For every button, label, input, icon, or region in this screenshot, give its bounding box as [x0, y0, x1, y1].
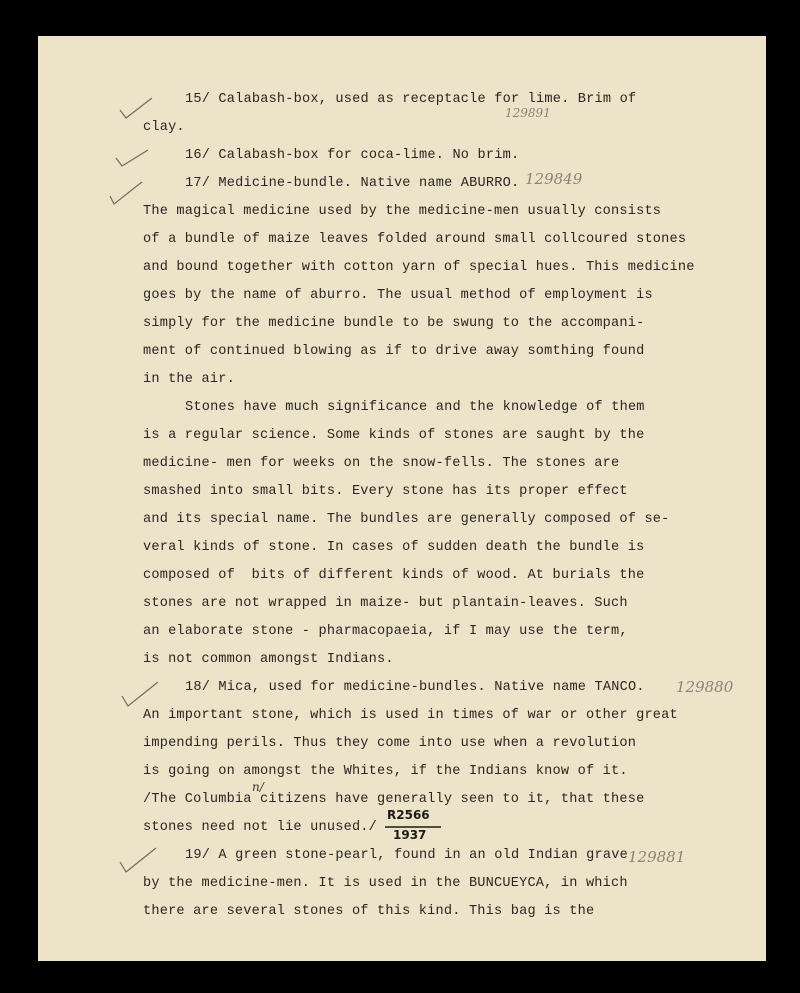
- text-line: and bound together with cotton yarn of special hues. This medicine: [143, 260, 695, 275]
- handwritten-insertion: n/: [252, 780, 264, 794]
- text-line: is not common amongst Indians.: [143, 652, 394, 667]
- text-line: an elaborate stone - pharmacopaeia, if I may use the term,: [143, 624, 628, 639]
- text-line: in the air.: [143, 372, 235, 387]
- checkmark-icon: [118, 96, 154, 120]
- text-line: impending perils. Thus they come into use when a revolution: [143, 736, 637, 751]
- text-line: is going on amongst the Whites, if the Indians know of it.: [143, 764, 628, 779]
- text-line: 16/ Calabash-box for coca-lime. No brim.: [185, 148, 520, 163]
- text-line: simply for the medicine bundle to be swung to the accompani-: [143, 316, 645, 331]
- text-line: stones need not lie unused./: [143, 820, 378, 835]
- text-line: ment of continued blowing as if to drive away somthing found: [143, 344, 645, 359]
- text-line: medicine- men for weeks on the snow-fells. The stones are: [143, 456, 620, 471]
- catalog-number: 129849: [525, 170, 583, 188]
- text-line: there are several stones of this kind. This bag is the: [143, 904, 595, 919]
- text-line: goes by the name of aburro. The usual method of employment is: [143, 288, 653, 303]
- text-line: 19/ A green stone-pearl, found in an old Indian grave: [185, 848, 628, 863]
- text-line: Stones have much significance and the knowledge of them: [185, 400, 645, 415]
- reference-year: 1937: [393, 828, 427, 842]
- catalog-number: 129891: [505, 106, 551, 120]
- text-line: clay.: [143, 120, 185, 135]
- checkmark-icon: [114, 148, 150, 168]
- text-line: An important stone, which is used in times of war or other great: [143, 708, 678, 723]
- text-line: 17/ Medicine-bundle. Native name ABURRO.: [185, 176, 520, 191]
- catalog-number: 129880: [676, 678, 734, 696]
- catalog-number: 129881: [628, 848, 686, 866]
- checkmark-icon: [118, 846, 158, 874]
- text-line: smashed into small bits. Every stone has its proper effect: [143, 484, 628, 499]
- text-line: and its special name. The bundles are generally composed of se-: [143, 512, 670, 527]
- text-line: of a bundle of maize leaves folded around small collcoured stones: [143, 232, 687, 247]
- document-page: [38, 36, 766, 961]
- text-line: stones are not wrapped in maize- but plantain-leaves. Such: [143, 596, 628, 611]
- text-line: composed of bits of different kinds of wood. At burials the: [143, 568, 645, 583]
- text-line: is a regular science. Some kinds of stones are saught by the: [143, 428, 645, 443]
- text-line: /The Columbia citizens have generally seen to it, that these: [143, 792, 645, 807]
- text-line: 15/ Calabash-box, used as receptacle for lime. Brim of: [185, 92, 637, 107]
- text-line: The magical medicine used by the medicine-men usually consists: [143, 204, 662, 219]
- text-line: by the medicine-men. It is used in the BUNCUEYCA, in which: [143, 876, 628, 891]
- checkmark-icon: [108, 178, 144, 206]
- text-line: 18/ Mica, used for medicine-bundles. Native name TANCO.: [185, 680, 645, 695]
- text-line: veral kinds of stone. In cases of sudden death the bundle is: [143, 540, 645, 555]
- checkmark-icon: [120, 680, 160, 708]
- reference-number: R2566: [387, 808, 430, 822]
